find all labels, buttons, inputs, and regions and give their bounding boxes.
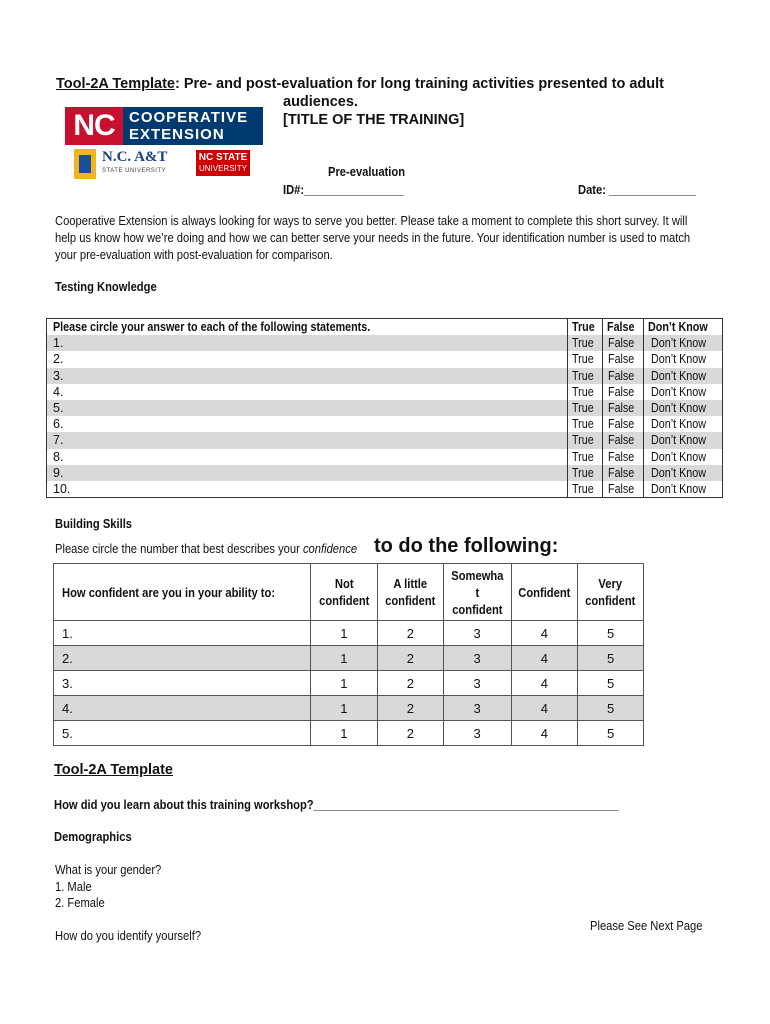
rating-1[interactable]: 1 — [310, 696, 377, 721]
a-little-confident-header: A little confident — [377, 564, 443, 621]
false-option[interactable]: False — [603, 368, 644, 384]
table-row: 3. 1 2 3 4 5 — [54, 671, 644, 696]
rating-5[interactable]: 5 — [578, 696, 644, 721]
title-line2: audiences. — [283, 94, 358, 110]
dont-know-option[interactable]: Don’t Know — [644, 368, 723, 384]
logo-coop-line2: EXTENSION — [129, 126, 225, 143]
false-option[interactable]: False — [603, 400, 644, 416]
dont-know-option[interactable]: Don’t Know — [644, 351, 723, 367]
testing-knowledge-heading: Testing Knowledge — [55, 279, 157, 294]
rating-2[interactable]: 2 — [377, 671, 443, 696]
aggie-name: N.C. A&T — [102, 149, 168, 165]
dont-know-option[interactable]: Don’t Know — [644, 400, 723, 416]
true-option[interactable]: True — [567, 351, 603, 367]
gender-option-female[interactable]: 2. Female — [55, 895, 105, 910]
false-option[interactable]: False — [603, 384, 644, 400]
rating-3[interactable]: 3 — [443, 621, 511, 646]
question-header: How confident are you in your ability to: — [54, 564, 311, 621]
dont-know-option[interactable]: Don’t Know — [644, 465, 723, 481]
rating-3[interactable]: 3 — [443, 696, 511, 721]
table-row: 3. True False Don’t Know — [47, 368, 723, 384]
dont-know-header: Don’t Know — [644, 319, 723, 336]
true-option[interactable]: True — [567, 449, 603, 465]
rating-2[interactable]: 2 — [377, 621, 443, 646]
rating-5[interactable]: 5 — [578, 671, 644, 696]
rating-3[interactable]: 3 — [443, 721, 511, 746]
skills-table — [53, 563, 644, 746]
nc-state-logo — [196, 150, 250, 176]
intro-paragraph — [55, 212, 770, 263]
true-option[interactable]: True — [567, 432, 603, 448]
intro-line: help us know how we’re doing and how we can better serve your needs in the future. Your identification number is used to match — [55, 230, 691, 245]
title-rest: : Pre- and post-evaluation for long training activities presented to adult — [174, 76, 664, 92]
table-row: 8. True False Don’t Know — [47, 449, 723, 465]
confident-header: Confident — [511, 564, 578, 621]
false-option[interactable]: False — [603, 465, 644, 481]
false-option[interactable]: False — [603, 481, 644, 498]
very-confident-header: Very confident — [578, 564, 644, 621]
intro-line: Cooperative Extension is always looking for ways to serve you better. Please take a moment to complete this short survey. It will — [55, 213, 688, 228]
next-page-note: Please See Next Page — [590, 918, 703, 933]
rating-1[interactable]: 1 — [310, 621, 377, 646]
skills-instruction: Please circle the number that best describes your confidence to do the following: — [55, 535, 559, 557]
rating-4[interactable]: 4 — [511, 671, 578, 696]
table-row: 2. True False Don’t Know — [47, 351, 723, 367]
rating-5[interactable]: 5 — [578, 646, 644, 671]
rating-2[interactable]: 2 — [377, 696, 443, 721]
ncstate-line2: UNIVERSITY — [198, 164, 247, 173]
false-option[interactable]: False — [603, 351, 644, 367]
nc-cooperative-extension-logo — [65, 107, 265, 145]
true-option[interactable]: True — [567, 368, 603, 384]
true-option[interactable]: True — [567, 400, 603, 416]
table-row: 1. True False Don’t Know — [47, 335, 723, 351]
dont-know-option[interactable]: Don’t Know — [644, 335, 723, 351]
true-option[interactable]: True — [567, 416, 603, 432]
logo-coop-line1: COOPERATIVE — [129, 109, 249, 126]
true-option[interactable]: True — [567, 384, 603, 400]
table-row: 10. True False Don’t Know — [47, 481, 723, 498]
rating-1[interactable]: 1 — [310, 646, 377, 671]
building-skills-heading: Building Skills — [55, 516, 133, 531]
logo-coop-text — [123, 107, 263, 145]
rating-4[interactable]: 4 — [511, 646, 578, 671]
rating-5[interactable]: 5 — [578, 721, 644, 746]
rating-2[interactable]: 2 — [377, 646, 443, 671]
false-option[interactable]: False — [603, 335, 644, 351]
false-option[interactable]: False — [603, 432, 644, 448]
true-option[interactable]: True — [567, 465, 603, 481]
form-type: Pre-evaluation — [328, 164, 406, 179]
gender-question: What is your gender? — [55, 862, 162, 877]
skills-header-row — [54, 564, 644, 621]
id-field[interactable]: ID#:________________ — [283, 182, 404, 197]
table-row: 2. 1 2 3 4 5 — [54, 646, 644, 671]
true-option[interactable]: True — [567, 335, 603, 351]
table-row: 6. True False Don’t Know — [47, 416, 723, 432]
knowledge-table — [46, 318, 723, 498]
dont-know-option[interactable]: Don’t Know — [644, 416, 723, 432]
rating-4[interactable]: 4 — [511, 621, 578, 646]
rating-3[interactable]: 3 — [443, 671, 511, 696]
table-row: 5. 1 2 3 4 5 — [54, 721, 644, 746]
table-row: 7. True False Don’t Know — [47, 432, 723, 448]
true-option[interactable]: True — [567, 481, 603, 498]
training-title: [TITLE OF THE TRAINING] — [283, 112, 465, 128]
aggie-mark-icon — [74, 149, 96, 179]
rating-4[interactable]: 4 — [511, 696, 578, 721]
rating-1[interactable]: 1 — [310, 721, 377, 746]
tool-heading: Tool-2A Template — [54, 762, 173, 778]
gender-option-male[interactable]: 1. Male — [55, 879, 92, 894]
dont-know-option[interactable]: Don’t Know — [644, 384, 723, 400]
dont-know-option[interactable]: Don’t Know — [644, 449, 723, 465]
false-option[interactable]: False — [603, 449, 644, 465]
knowledge-header-row — [47, 319, 723, 336]
identify-question: How do you identify yourself? — [55, 928, 202, 943]
skills-instruction-big: to do the following: — [374, 535, 559, 557]
intro-line: your pre-evaluation with post-evaluation for comparison. — [55, 247, 333, 262]
false-header: False — [603, 319, 644, 336]
rating-1[interactable]: 1 — [310, 671, 377, 696]
nc-at-logo — [74, 149, 167, 179]
not-confident-header: Not confident — [310, 564, 377, 621]
somewhat-confident-header: Somewha t confident — [443, 564, 511, 621]
table-row: 4. True False Don’t Know — [47, 384, 723, 400]
date-field[interactable]: Date: ______________ — [578, 182, 697, 197]
ncstate-line1: NC STATE — [198, 152, 248, 163]
statement-header: Please circle your answer to each of the following statements. — [53, 320, 371, 334]
learn-question[interactable]: How did you learn about this training workshop?_________________________________________________ — [54, 797, 619, 812]
dont-know-option[interactable]: Don’t Know — [644, 481, 723, 498]
table-row: 9. True False Don’t Know — [47, 465, 723, 481]
table-row: 4. 1 2 3 4 5 — [54, 696, 644, 721]
table-row: 5. True False Don’t Know — [47, 400, 723, 416]
false-option[interactable]: False — [603, 416, 644, 432]
document-title — [56, 76, 664, 92]
logo-nc: NC — [65, 107, 123, 145]
dont-know-option[interactable]: Don’t Know — [644, 432, 723, 448]
rating-2[interactable]: 2 — [377, 721, 443, 746]
demographics-heading: Demographics — [54, 829, 132, 844]
table-row: 1. 1 2 3 4 5 — [54, 621, 644, 646]
aggie-sub: STATE UNIVERSITY — [102, 168, 167, 174]
rating-4[interactable]: 4 — [511, 721, 578, 746]
rating-5[interactable]: 5 — [578, 621, 644, 646]
title-prefix: Tool-2A Template — [56, 76, 175, 92]
rating-3[interactable]: 3 — [443, 646, 511, 671]
true-header: True — [567, 319, 603, 336]
